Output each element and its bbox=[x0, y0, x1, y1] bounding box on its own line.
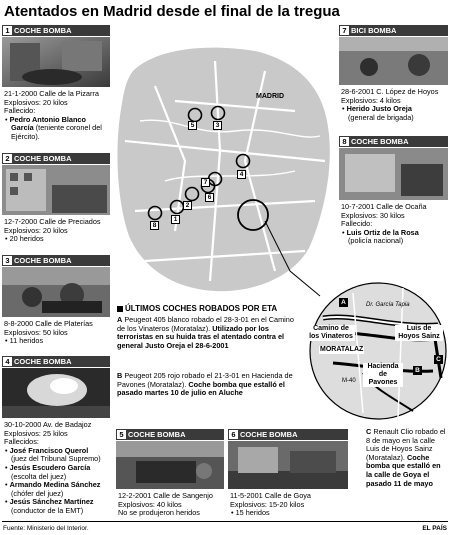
footer-source: Fuente: Ministerio del Interior. bbox=[3, 525, 89, 532]
panel-7-line: 28-6-2001 C. López de Hoyos bbox=[341, 87, 439, 96]
panel-7-line: Explosivos: 4 kilos bbox=[341, 95, 401, 105]
panel-2-photo bbox=[2, 165, 110, 215]
stolen-item-c: C Renault Clio robado el 8 de mayo en la calle Luis de Hoyos Sainz (Moratalaz). Coche bomba que estalló en la calle de Goya el pasado 11 de mayo bbox=[366, 427, 446, 488]
panel-2-line: 12-7-2000 Calle de Preciados bbox=[4, 217, 101, 226]
stolen-letter-a: A bbox=[117, 315, 123, 324]
victim-name: Pedro Antonio Blanco García bbox=[9, 114, 86, 133]
inset-marker-a: A bbox=[339, 298, 348, 307]
panel-1-photo bbox=[2, 37, 110, 87]
panel-5-line: Explosivos: 40 kilos bbox=[118, 499, 182, 509]
panel-2-line: Explosivos: 20 kilos bbox=[4, 225, 68, 235]
inset-label-luis-hoyos: Luis de Hoyos Sainz bbox=[395, 325, 443, 341]
panel-7-header bbox=[339, 25, 448, 36]
page-title: Atentados en Madrid desde el final de la tregua bbox=[4, 3, 340, 20]
injured-item: • 20 heridos bbox=[5, 234, 44, 244]
panel-7-text bbox=[341, 88, 448, 122]
panel-7-photo bbox=[339, 37, 448, 85]
stolen-letter-c: C bbox=[366, 427, 372, 436]
panel-2-number: 2 bbox=[3, 154, 12, 163]
victim-item: • Jesús Escudero García (escolta del juez) bbox=[5, 462, 91, 481]
panel-3-line: 8-8-2000 Calle de Platerías bbox=[4, 319, 93, 328]
panel-5-number: 5 bbox=[117, 430, 126, 439]
inset-label-garcia-tapia: Dr. García Tapia bbox=[366, 302, 410, 308]
map-marker-4: 4 bbox=[237, 170, 246, 179]
injured-item: • 11 heridos bbox=[5, 336, 44, 346]
map-marker-1: 1 bbox=[171, 215, 180, 224]
panel-2-text bbox=[4, 218, 110, 244]
victim-item: • José Francisco Querol (juez del Tribunal Supremo) bbox=[5, 445, 101, 464]
stolen-item-b: B Peugeot 205 rojo robado el 21-3-01 en Hacienda de Pavones (Moratalaz). Coche bomba que estalló el pasado martes 10 de julio en Aluche bbox=[117, 371, 293, 398]
panel-8-line: 10-7-2001 Calle de Ocaña bbox=[341, 202, 427, 211]
stolen-section-marker bbox=[117, 306, 123, 312]
stolen-heading: ÚLTIMOS COCHES ROBADOS POR ETA bbox=[125, 304, 278, 313]
panel-8-label: COCHE BOMBA bbox=[351, 137, 409, 146]
panel-3-text bbox=[4, 320, 110, 346]
footer-brand: EL PAÍS bbox=[422, 525, 447, 532]
inset-marker-c: C bbox=[434, 355, 443, 364]
victim-item: • Jesús Sánchez Martínez (conductor de la EMT) bbox=[5, 497, 94, 515]
panel-5-photo bbox=[116, 441, 224, 489]
panel-7-number: 7 bbox=[340, 26, 349, 35]
panel-4-label: COCHE BOMBA bbox=[14, 357, 72, 366]
inset-label-camino: Camino de los Vinateros bbox=[307, 325, 355, 341]
panel-6-photo bbox=[228, 441, 348, 489]
panel-6-line: 11-5-2001 Calle de Goya bbox=[230, 491, 311, 500]
panel-8-text bbox=[341, 203, 448, 246]
panel-4-line: Fallecidos: bbox=[4, 437, 39, 447]
panel-3-number: 3 bbox=[3, 256, 12, 265]
panel-1-line: Fallecido: bbox=[4, 106, 36, 116]
panel-5-label: COCHE BOMBA bbox=[128, 430, 186, 439]
panel-5-text bbox=[118, 492, 228, 518]
panel-1-line: 21-1-2000 Calle de la Pizarra bbox=[4, 89, 99, 98]
panel-2-header bbox=[2, 153, 110, 164]
footer-rule bbox=[2, 521, 448, 522]
victim-item: • Luis Ortiz de la Rosa (policía nacional) bbox=[342, 227, 419, 246]
injured-item: • 15 heridos bbox=[231, 508, 270, 518]
panel-4-photo bbox=[2, 368, 110, 418]
panel-5-header bbox=[116, 429, 224, 440]
panel-4-text bbox=[4, 421, 110, 516]
panel-1-number: 1 bbox=[3, 26, 12, 35]
panel-3-label: COCHE BOMBA bbox=[14, 256, 72, 265]
panel-5-line: No se produjeron heridos bbox=[118, 508, 200, 518]
panel-7-label: BICI BOMBA bbox=[351, 26, 397, 35]
panel-4-header bbox=[2, 356, 110, 367]
inset-label-moratalaz: MORATALAZ bbox=[320, 346, 364, 353]
map-marker-3: 3 bbox=[213, 121, 222, 130]
map-marker-8: 8 bbox=[150, 221, 159, 230]
panel-3-photo bbox=[2, 267, 110, 317]
panel-8-line: Fallecido: bbox=[341, 219, 373, 229]
panel-3-header bbox=[2, 255, 110, 266]
panel-1-label: COCHE BOMBA bbox=[14, 26, 72, 35]
moratalaz-inset-map bbox=[303, 273, 450, 433]
stolen-letter-b: B bbox=[117, 371, 123, 380]
stolen-item-a: A Peugeot 405 blanco robado el 28-3-01 en el Camino de los Vinateros (Moratalaz). Utilizado por los terroristas en su huida tras el atentado contra el general Justo Oreja el 28-6-2001 bbox=[117, 315, 294, 350]
panel-4-line: 30-10-2000 Av. de Badajoz bbox=[4, 420, 92, 429]
victim-role: (teniente coronel del Ejército). bbox=[11, 123, 102, 141]
inset-label-m40: M-40 bbox=[342, 378, 356, 384]
panel-6-number: 6 bbox=[229, 430, 238, 439]
panel-1-line: Explosivos: 20 kilos bbox=[4, 97, 68, 107]
victim-item: • Armando Medina Sánchez (chófer del juez) bbox=[5, 480, 101, 498]
panel-3-line: Explosivos: 50 kilos bbox=[4, 327, 68, 337]
victim-item: • Herido Justo Oreja (general de brigada) bbox=[342, 104, 414, 122]
panel-1-header bbox=[2, 25, 110, 36]
panel-5-line: 12-2-2001 Calle de Sangenjo bbox=[118, 491, 213, 500]
panel-6-line: Explosivos: 15-20 kilos bbox=[230, 499, 305, 509]
map-city-label: MADRID bbox=[256, 93, 284, 100]
madrid-map bbox=[115, 41, 335, 299]
panel-8-line: Explosivos: 30 kilos bbox=[341, 210, 405, 220]
panel-6-header bbox=[228, 429, 348, 440]
panel-4-line: Explosivos: 25 kilos bbox=[4, 428, 68, 438]
panel-8-photo bbox=[339, 148, 448, 200]
map-marker-5: 5 bbox=[188, 121, 197, 130]
panel-2-label: COCHE BOMBA bbox=[14, 154, 72, 163]
panel-8-number: 8 bbox=[340, 137, 349, 146]
inset-marker-b: B bbox=[413, 366, 422, 375]
inset-label-hacienda: Hacienda de Pavones bbox=[363, 363, 403, 387]
victim-item: • Pedro Antonio Blanco García (teniente coronel del Ejército). bbox=[5, 114, 102, 141]
panel-1-text bbox=[4, 90, 110, 142]
panel-6-label: COCHE BOMBA bbox=[240, 430, 298, 439]
panel-8-header bbox=[339, 136, 448, 147]
panel-6-text bbox=[230, 492, 348, 518]
map-marker-6: 6 bbox=[205, 193, 214, 202]
map-marker-7: 7 bbox=[201, 178, 210, 187]
panel-4-number: 4 bbox=[3, 357, 12, 366]
map-marker-2: 2 bbox=[183, 201, 192, 210]
